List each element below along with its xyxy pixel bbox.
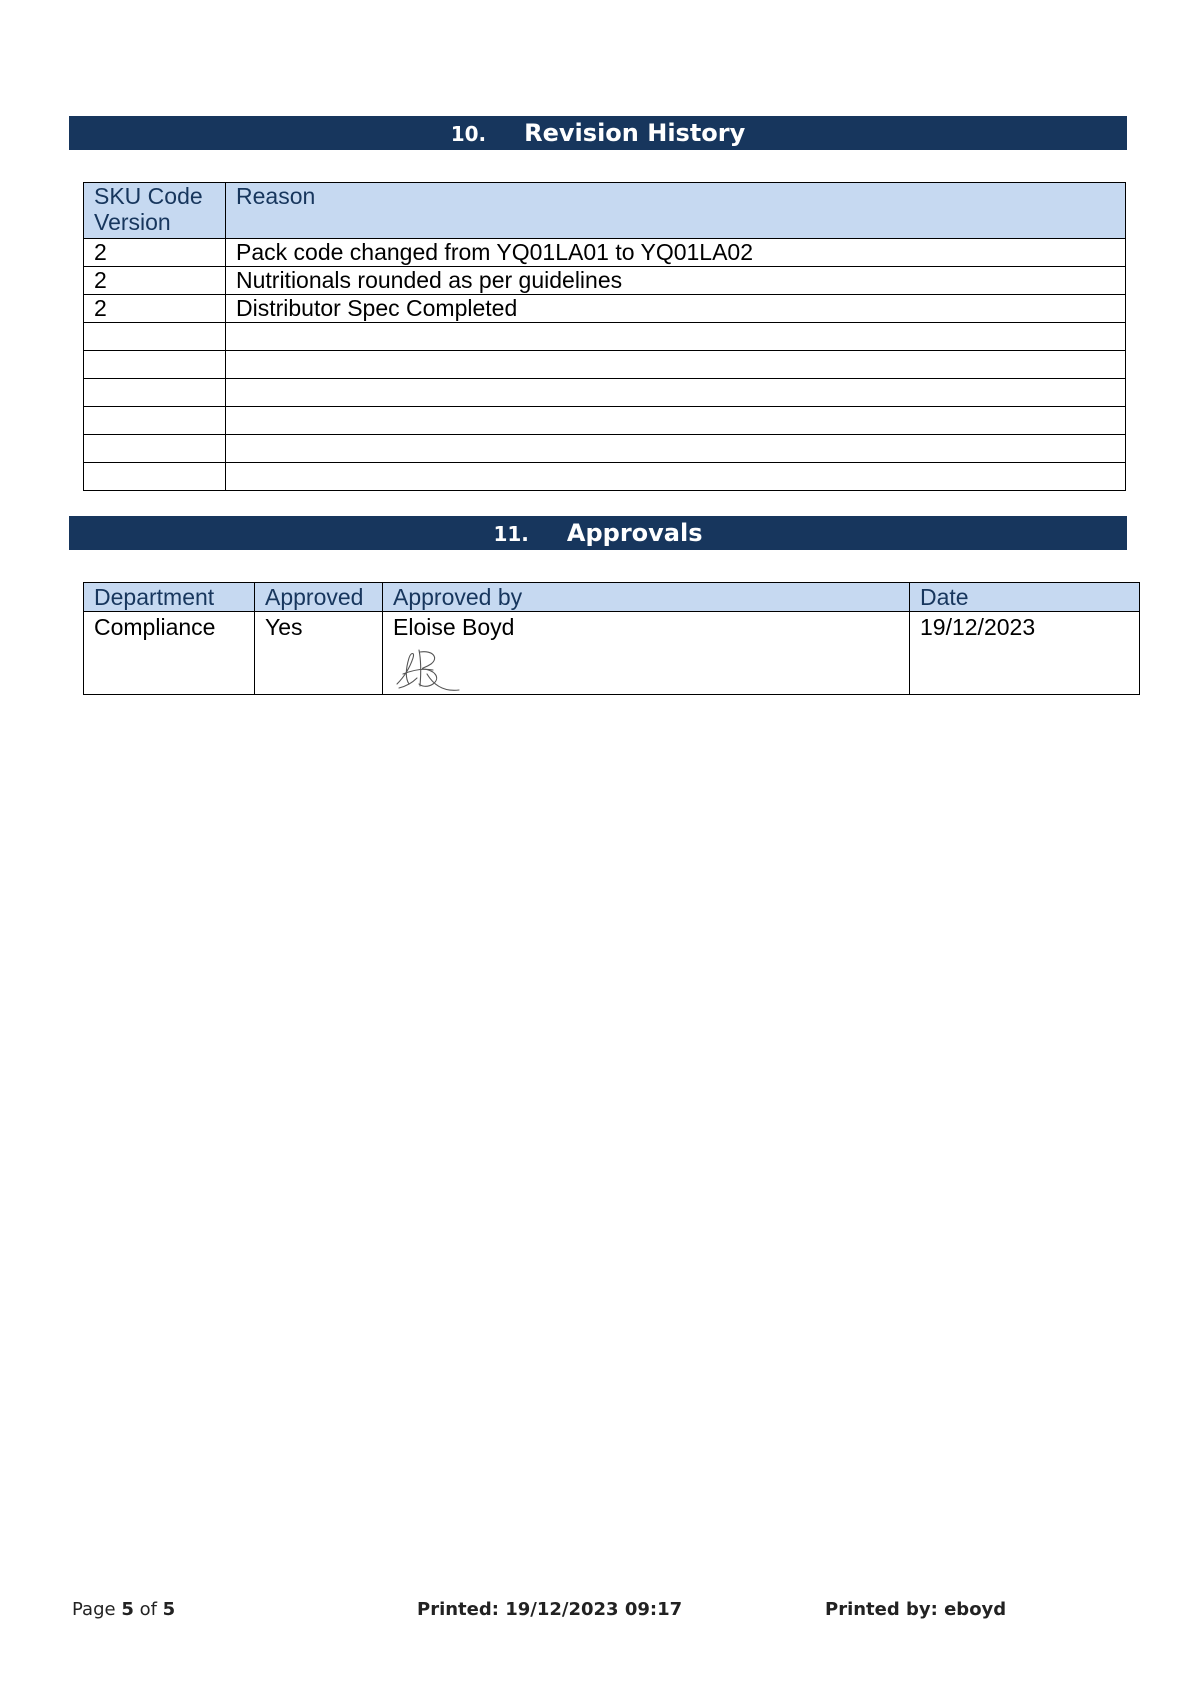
page-label: Page bbox=[72, 1599, 116, 1620]
date-cell: 19/12/2023 bbox=[910, 612, 1140, 695]
table-row bbox=[84, 463, 1126, 491]
table-row bbox=[84, 612, 1140, 695]
signature-icon bbox=[393, 644, 463, 694]
table-header-row bbox=[84, 583, 1140, 612]
section-title: Approvals bbox=[566, 519, 703, 547]
revision-history-table bbox=[83, 182, 1126, 491]
column-header-sku-version: SKU Code Version bbox=[84, 183, 226, 239]
column-header-date: Date bbox=[910, 583, 1140, 612]
printed-timestamp: Printed: 19/12/2023 09:17 bbox=[417, 1599, 683, 1620]
approvals-header bbox=[69, 516, 1127, 550]
column-header-approved: Approved bbox=[255, 583, 383, 612]
approved-cell: Yes bbox=[255, 612, 383, 695]
sku-version-cell bbox=[84, 379, 226, 407]
reason-cell bbox=[226, 323, 1126, 351]
table-row bbox=[84, 323, 1126, 351]
sku-version-cell bbox=[84, 323, 226, 351]
section-title: Revision History bbox=[524, 119, 746, 147]
sku-version-cell bbox=[84, 463, 226, 491]
table-header-row bbox=[84, 183, 1126, 239]
table-row bbox=[84, 267, 1126, 295]
reason-cell: Distributor Spec Completed bbox=[226, 295, 1126, 323]
sku-version-cell: 2 bbox=[84, 239, 226, 267]
table-row bbox=[84, 295, 1126, 323]
sku-version-cell: 2 bbox=[84, 267, 226, 295]
page-of: of bbox=[139, 1599, 157, 1620]
approvals-table bbox=[83, 582, 1140, 695]
department-cell: Compliance bbox=[84, 612, 255, 695]
table-row bbox=[84, 407, 1126, 435]
table-row bbox=[84, 351, 1126, 379]
page-current: 5 bbox=[121, 1599, 134, 1620]
column-header-department: Department bbox=[84, 583, 255, 612]
page-total: 5 bbox=[162, 1599, 176, 1620]
reason-cell bbox=[226, 407, 1126, 435]
section-number: 10. bbox=[450, 122, 487, 146]
reason-cell: Pack code changed from YQ01LA01 to YQ01LA02 bbox=[226, 239, 1126, 267]
table-row bbox=[84, 379, 1126, 407]
approved-by-cell bbox=[383, 612, 910, 695]
column-header-approved-by: Approved by bbox=[383, 583, 910, 612]
sku-version-cell bbox=[84, 435, 226, 463]
section-number: 11. bbox=[493, 522, 529, 546]
table-row bbox=[84, 435, 1126, 463]
sku-version-cell bbox=[84, 351, 226, 379]
reason-cell bbox=[226, 463, 1126, 491]
printed-by: Printed by: eboyd bbox=[825, 1599, 1007, 1620]
table-row bbox=[84, 239, 1126, 267]
sku-version-cell: 2 bbox=[84, 295, 226, 323]
revision-history-header bbox=[69, 116, 1127, 150]
reason-cell: Nutritionals rounded as per guidelines bbox=[226, 267, 1126, 295]
column-header-reason: Reason bbox=[226, 183, 1126, 239]
reason-cell bbox=[226, 379, 1126, 407]
reason-cell bbox=[226, 351, 1126, 379]
reason-cell bbox=[226, 435, 1126, 463]
page-number bbox=[72, 1598, 175, 1622]
approver-name: Eloise Boyd bbox=[393, 614, 515, 640]
sku-version-cell bbox=[84, 407, 226, 435]
